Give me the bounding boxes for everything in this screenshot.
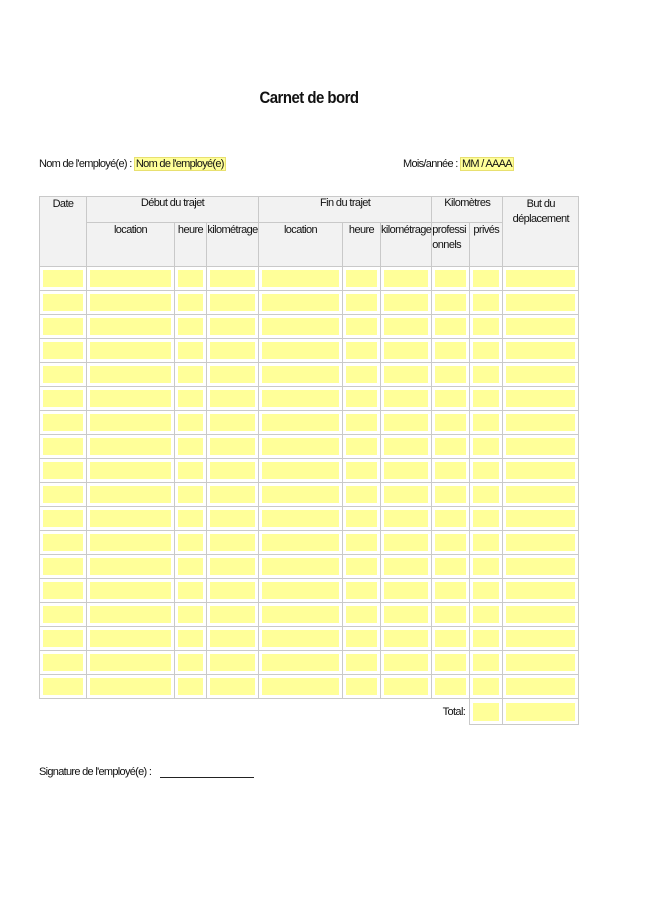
end-location-cell[interactable] bbox=[259, 339, 343, 363]
start-hour-cell[interactable] bbox=[175, 339, 207, 363]
date-cell[interactable] bbox=[40, 267, 87, 291]
date-cell[interactable] bbox=[40, 603, 87, 627]
start-mileage-cell[interactable] bbox=[207, 555, 259, 579]
table-row bbox=[40, 459, 580, 483]
end-hour-cell[interactable] bbox=[343, 579, 381, 603]
purpose-cell[interactable] bbox=[503, 339, 579, 363]
purpose-cell[interactable] bbox=[503, 507, 579, 531]
period-line bbox=[403, 158, 514, 170]
start-mileage-cell[interactable] bbox=[207, 507, 259, 531]
table-row bbox=[40, 627, 580, 651]
end-mileage-cell[interactable] bbox=[381, 363, 432, 387]
purpose-cell[interactable] bbox=[503, 363, 579, 387]
end-location-header: location bbox=[259, 223, 343, 267]
end-hour-cell[interactable] bbox=[343, 339, 381, 363]
start-location-cell[interactable] bbox=[87, 675, 175, 699]
end-hour-cell[interactable] bbox=[343, 627, 381, 651]
date-cell[interactable] bbox=[40, 435, 87, 459]
start-mileage-cell[interactable] bbox=[207, 315, 259, 339]
end-mileage-cell[interactable] bbox=[381, 435, 432, 459]
start-mileage-cell[interactable] bbox=[207, 651, 259, 675]
professional-km-cell[interactable] bbox=[432, 459, 470, 483]
end-mileage-cell[interactable] bbox=[381, 675, 432, 699]
end-location-cell[interactable] bbox=[259, 531, 343, 555]
start-location-cell[interactable] bbox=[87, 627, 175, 651]
start-mileage-cell[interactable] bbox=[207, 627, 259, 651]
end-location-cell[interactable] bbox=[259, 651, 343, 675]
end-location-cell[interactable] bbox=[259, 579, 343, 603]
professional-km-cell[interactable] bbox=[432, 315, 470, 339]
start-mileage-cell[interactable] bbox=[207, 363, 259, 387]
start-location-header: location bbox=[87, 223, 175, 267]
start-hour-cell[interactable] bbox=[175, 267, 207, 291]
purpose-cell[interactable] bbox=[503, 315, 579, 339]
end-hour-cell[interactable] bbox=[343, 411, 381, 435]
purpose-cell[interactable] bbox=[503, 291, 579, 315]
end-mileage-cell[interactable] bbox=[381, 339, 432, 363]
private-km-cell[interactable] bbox=[470, 627, 503, 651]
professional-km-cell[interactable] bbox=[432, 555, 470, 579]
start-location-cell[interactable] bbox=[87, 387, 175, 411]
start-hour-cell[interactable] bbox=[175, 459, 207, 483]
start-location-cell[interactable] bbox=[87, 267, 175, 291]
professional-km-cell[interactable] bbox=[432, 435, 470, 459]
start-mileage-cell[interactable] bbox=[207, 603, 259, 627]
start-hour-cell[interactable] bbox=[175, 435, 207, 459]
end-hour-cell[interactable] bbox=[343, 531, 381, 555]
purpose-cell[interactable] bbox=[503, 459, 579, 483]
start-location-cell[interactable] bbox=[87, 339, 175, 363]
end-location-cell[interactable] bbox=[259, 267, 343, 291]
end-location-cell[interactable] bbox=[259, 459, 343, 483]
table-row bbox=[40, 339, 580, 363]
period-field[interactable]: MM / AAAA bbox=[461, 158, 512, 170]
professional-km-header: professi onnels bbox=[432, 223, 470, 267]
start-hour-cell[interactable] bbox=[175, 675, 207, 699]
logbook-table bbox=[39, 196, 580, 725]
professional-km-cell[interactable] bbox=[432, 387, 470, 411]
start-location-cell[interactable] bbox=[87, 291, 175, 315]
date-header: Date bbox=[40, 197, 87, 267]
professional-km-cell[interactable] bbox=[432, 339, 470, 363]
start-hour-cell[interactable] bbox=[175, 603, 207, 627]
table-row bbox=[40, 651, 580, 675]
start-hour-cell[interactable] bbox=[175, 555, 207, 579]
end-hour-cell[interactable] bbox=[343, 435, 381, 459]
start-mileage-cell[interactable] bbox=[207, 387, 259, 411]
start-location-cell[interactable] bbox=[87, 483, 175, 507]
private-km-header: privés bbox=[470, 223, 503, 267]
end-mileage-cell[interactable] bbox=[381, 531, 432, 555]
table-row bbox=[40, 363, 580, 387]
end-location-cell[interactable] bbox=[259, 483, 343, 507]
private-km-cell[interactable] bbox=[470, 315, 503, 339]
purpose-cell[interactable] bbox=[503, 579, 579, 603]
end-hour-cell[interactable] bbox=[343, 459, 381, 483]
end-location-cell[interactable] bbox=[259, 603, 343, 627]
end-location-cell[interactable] bbox=[259, 507, 343, 531]
employee-name-field[interactable]: Nom de l'employé(e) bbox=[135, 158, 224, 170]
end-location-cell[interactable] bbox=[259, 363, 343, 387]
end-location-cell[interactable] bbox=[259, 387, 343, 411]
end-hour-cell[interactable] bbox=[343, 267, 381, 291]
end-hour-cell[interactable] bbox=[343, 363, 381, 387]
purpose-cell[interactable] bbox=[503, 651, 579, 675]
end-hour-cell[interactable] bbox=[343, 603, 381, 627]
table-row bbox=[40, 315, 580, 339]
start-hour-cell[interactable] bbox=[175, 627, 207, 651]
end-mileage-header: kilométrage bbox=[381, 223, 432, 267]
date-cell[interactable] bbox=[40, 579, 87, 603]
private-km-cell[interactable] bbox=[470, 675, 503, 699]
total-label: Total: bbox=[442, 705, 466, 718]
end-mileage-cell[interactable] bbox=[381, 627, 432, 651]
date-cell[interactable] bbox=[40, 459, 87, 483]
start-mileage-cell[interactable] bbox=[207, 435, 259, 459]
start-hour-cell[interactable] bbox=[175, 483, 207, 507]
signature-line[interactable] bbox=[160, 777, 254, 778]
date-cell[interactable] bbox=[40, 291, 87, 315]
start-location-cell[interactable] bbox=[87, 651, 175, 675]
professional-km-cell[interactable] bbox=[432, 627, 470, 651]
start-hour-cell[interactable] bbox=[175, 315, 207, 339]
start-hour-cell[interactable] bbox=[175, 411, 207, 435]
private-km-cell[interactable] bbox=[470, 507, 503, 531]
end-location-cell[interactable] bbox=[259, 315, 343, 339]
table-row bbox=[40, 387, 580, 411]
start-location-cell[interactable] bbox=[87, 603, 175, 627]
date-cell[interactable] bbox=[40, 507, 87, 531]
end-mileage-cell[interactable] bbox=[381, 507, 432, 531]
private-km-cell[interactable] bbox=[470, 339, 503, 363]
table-row bbox=[40, 411, 580, 435]
private-km-cell[interactable] bbox=[470, 651, 503, 675]
professional-km-cell[interactable] bbox=[432, 603, 470, 627]
purpose-cell[interactable] bbox=[503, 387, 579, 411]
professional-km-cell[interactable] bbox=[432, 363, 470, 387]
start-hour-cell[interactable] bbox=[175, 387, 207, 411]
private-km-cell[interactable] bbox=[470, 411, 503, 435]
end-mileage-cell[interactable] bbox=[381, 579, 432, 603]
date-cell[interactable] bbox=[40, 315, 87, 339]
kilometers-header: Kilomètres bbox=[432, 197, 503, 223]
table-row bbox=[40, 267, 580, 291]
date-cell[interactable] bbox=[40, 411, 87, 435]
date-cell[interactable] bbox=[40, 555, 87, 579]
purpose-cell[interactable] bbox=[503, 267, 579, 291]
date-cell[interactable] bbox=[40, 627, 87, 651]
date-cell[interactable] bbox=[40, 531, 87, 555]
date-cell[interactable] bbox=[40, 651, 87, 675]
end-mileage-cell[interactable] bbox=[381, 651, 432, 675]
end-hour-cell[interactable] bbox=[343, 291, 381, 315]
end-mileage-cell[interactable] bbox=[381, 315, 432, 339]
purpose-cell[interactable] bbox=[503, 675, 579, 699]
professional-km-cell[interactable] bbox=[432, 507, 470, 531]
end-hour-header: heure bbox=[343, 223, 381, 267]
private-km-cell[interactable] bbox=[470, 555, 503, 579]
private-km-cell[interactable] bbox=[470, 435, 503, 459]
trip-start-header: Début du trajet bbox=[87, 197, 259, 223]
start-location-cell[interactable] bbox=[87, 315, 175, 339]
end-location-cell[interactable] bbox=[259, 291, 343, 315]
end-hour-cell[interactable] bbox=[343, 315, 381, 339]
end-location-cell[interactable] bbox=[259, 627, 343, 651]
professional-km-cell[interactable] bbox=[432, 675, 470, 699]
end-mileage-cell[interactable] bbox=[381, 483, 432, 507]
start-mileage-cell[interactable] bbox=[207, 531, 259, 555]
start-hour-cell[interactable] bbox=[175, 651, 207, 675]
start-hour-cell[interactable] bbox=[175, 291, 207, 315]
end-location-cell[interactable] bbox=[259, 411, 343, 435]
end-mileage-cell[interactable] bbox=[381, 387, 432, 411]
professional-km-cell[interactable] bbox=[432, 291, 470, 315]
start-mileage-header: kilométrage bbox=[207, 223, 259, 267]
professional-km-cell[interactable] bbox=[432, 267, 470, 291]
page-title: Carnet de bord bbox=[259, 88, 359, 107]
private-km-cell[interactable] bbox=[470, 267, 503, 291]
start-location-cell[interactable] bbox=[87, 363, 175, 387]
purpose-cell[interactable] bbox=[503, 411, 579, 435]
end-hour-cell[interactable] bbox=[343, 507, 381, 531]
total-private-cell[interactable] bbox=[503, 699, 579, 725]
table-row bbox=[40, 675, 580, 699]
end-location-cell[interactable] bbox=[259, 435, 343, 459]
purpose-cell[interactable] bbox=[503, 531, 579, 555]
date-cell[interactable] bbox=[40, 387, 87, 411]
end-hour-cell[interactable] bbox=[343, 555, 381, 579]
private-km-cell[interactable] bbox=[470, 483, 503, 507]
start-location-cell[interactable] bbox=[87, 411, 175, 435]
purpose-cell[interactable] bbox=[503, 435, 579, 459]
table-row bbox=[40, 483, 580, 507]
start-location-cell[interactable] bbox=[87, 507, 175, 531]
end-mileage-cell[interactable] bbox=[381, 603, 432, 627]
start-hour-cell[interactable] bbox=[175, 363, 207, 387]
professional-km-cell[interactable] bbox=[432, 483, 470, 507]
start-mileage-cell[interactable] bbox=[207, 483, 259, 507]
start-mileage-cell[interactable] bbox=[207, 459, 259, 483]
start-hour-cell[interactable] bbox=[175, 507, 207, 531]
end-mileage-cell[interactable] bbox=[381, 291, 432, 315]
private-km-cell[interactable] bbox=[470, 531, 503, 555]
purpose-header: But du déplacement bbox=[503, 197, 579, 267]
table-row bbox=[40, 531, 580, 555]
period-label: Mois/année : bbox=[403, 158, 458, 170]
start-mileage-cell[interactable] bbox=[207, 675, 259, 699]
table-row bbox=[40, 435, 580, 459]
purpose-cell[interactable] bbox=[503, 603, 579, 627]
employee-line bbox=[39, 158, 226, 170]
date-cell[interactable] bbox=[40, 483, 87, 507]
start-mileage-cell[interactable] bbox=[207, 267, 259, 291]
end-hour-cell[interactable] bbox=[343, 675, 381, 699]
purpose-cell[interactable] bbox=[503, 483, 579, 507]
trip-end-header: Fin du trajet bbox=[259, 197, 432, 223]
professional-km-cell[interactable] bbox=[432, 411, 470, 435]
professional-km-cell[interactable] bbox=[432, 651, 470, 675]
start-location-cell[interactable] bbox=[87, 555, 175, 579]
end-location-cell[interactable] bbox=[259, 675, 343, 699]
table-row bbox=[40, 579, 580, 603]
start-location-cell[interactable] bbox=[87, 459, 175, 483]
start-hour-cell[interactable] bbox=[175, 579, 207, 603]
table-row bbox=[40, 603, 580, 627]
total-professional-cell[interactable] bbox=[470, 699, 503, 725]
employee-label: Nom de l'employé(e) : bbox=[39, 158, 132, 170]
table-row bbox=[40, 291, 580, 315]
purpose-cell[interactable] bbox=[503, 627, 579, 651]
purpose-cell[interactable] bbox=[503, 555, 579, 579]
private-km-cell[interactable] bbox=[470, 363, 503, 387]
start-mileage-cell[interactable] bbox=[207, 339, 259, 363]
end-mileage-cell[interactable] bbox=[381, 411, 432, 435]
professional-km-cell[interactable] bbox=[432, 531, 470, 555]
start-mileage-cell[interactable] bbox=[207, 411, 259, 435]
end-location-cell[interactable] bbox=[259, 555, 343, 579]
start-mileage-cell[interactable] bbox=[207, 579, 259, 603]
start-hour-header: heure bbox=[175, 223, 207, 267]
start-location-cell[interactable] bbox=[87, 435, 175, 459]
start-hour-cell[interactable] bbox=[175, 531, 207, 555]
start-location-cell[interactable] bbox=[87, 531, 175, 555]
end-mileage-cell[interactable] bbox=[381, 459, 432, 483]
end-mileage-cell[interactable] bbox=[381, 267, 432, 291]
table-row bbox=[40, 507, 580, 531]
private-km-cell[interactable] bbox=[470, 603, 503, 627]
private-km-cell[interactable] bbox=[470, 459, 503, 483]
end-hour-cell[interactable] bbox=[343, 387, 381, 411]
table-row bbox=[40, 555, 580, 579]
end-hour-cell[interactable] bbox=[343, 651, 381, 675]
signature-label: Signature de l'employé(e) : bbox=[39, 766, 152, 778]
end-hour-cell[interactable] bbox=[343, 483, 381, 507]
date-cell[interactable] bbox=[40, 675, 87, 699]
end-mileage-cell[interactable] bbox=[381, 555, 432, 579]
date-cell[interactable] bbox=[40, 339, 87, 363]
private-km-cell[interactable] bbox=[470, 291, 503, 315]
date-cell[interactable] bbox=[40, 363, 87, 387]
private-km-cell[interactable] bbox=[470, 387, 503, 411]
start-location-cell[interactable] bbox=[87, 579, 175, 603]
start-mileage-cell[interactable] bbox=[207, 291, 259, 315]
private-km-cell[interactable] bbox=[470, 579, 503, 603]
professional-km-cell[interactable] bbox=[432, 579, 470, 603]
